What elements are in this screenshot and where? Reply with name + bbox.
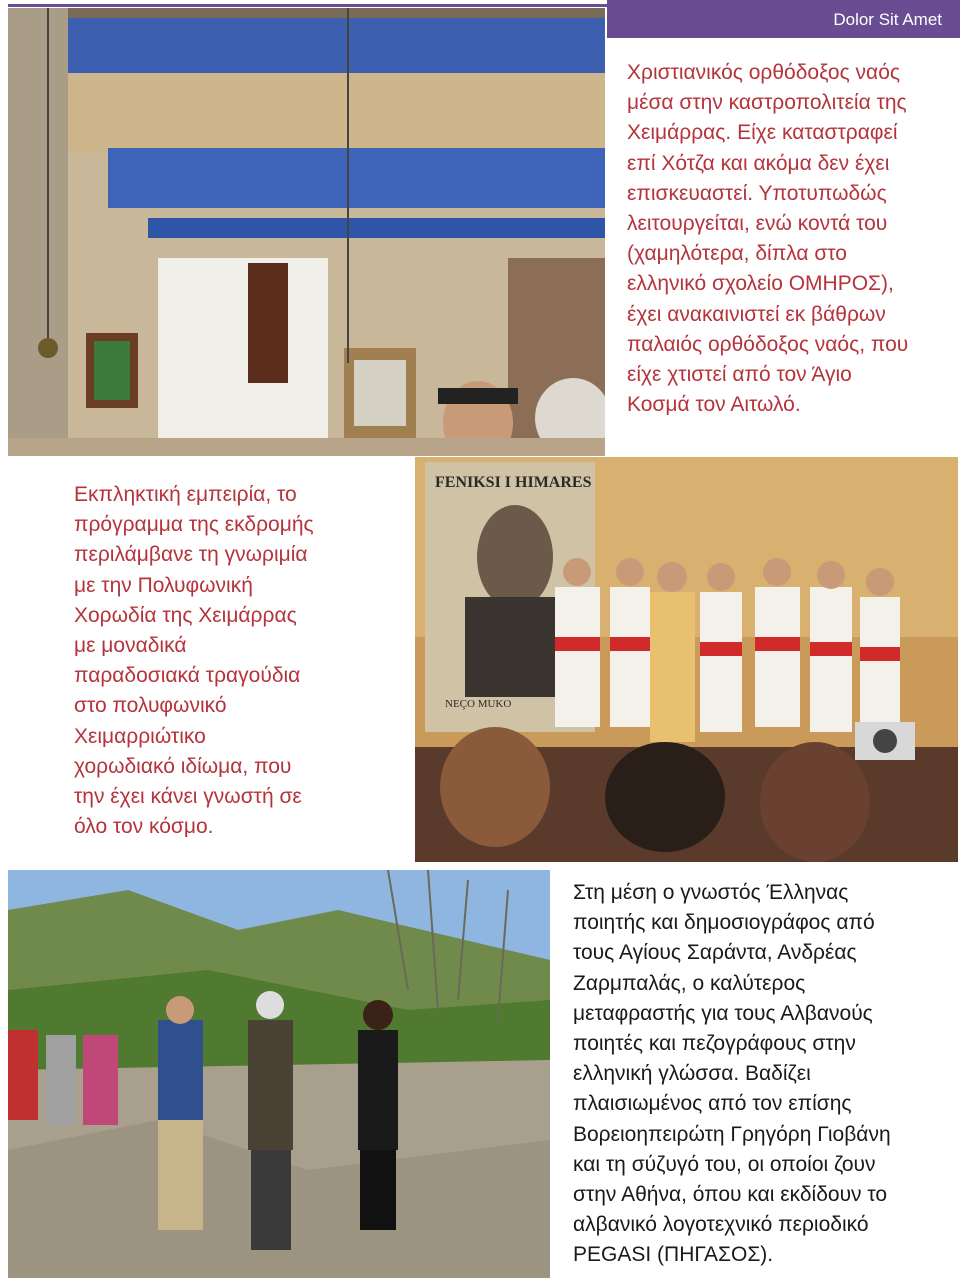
choir-caption (74, 480, 404, 842)
caption-line: έχει ανακαινιστεί εκ βάθρων (627, 302, 886, 326)
caption-line: μεταφραστής για τους Αλβανούς (573, 1001, 873, 1025)
church-caption (627, 58, 947, 420)
caption-line: PEGASI (ΠΗΓΑΣΟΣ). (573, 1243, 774, 1267)
caption-line: αλβανικό λογοτεχνικό περιοδικό (573, 1213, 869, 1237)
caption-line: παραδοσιακά τραγούδια (74, 664, 301, 688)
caption-line: (χαμηλότερα, δίπλα στο (627, 242, 847, 266)
caption-line: Χειμαρριώτικο (74, 724, 206, 748)
caption-line: πλαισιωμένος από τον επίσης (573, 1092, 852, 1116)
banner-subtitle: NEÇO MUKO (445, 698, 512, 710)
caption-line: ελληνική γλώσσα. Βαδίζει (573, 1062, 811, 1086)
header-title: Dolor Sit Amet (833, 10, 942, 29)
header-bar (607, 0, 960, 38)
caption-line: ποιητές και πεζογράφους στην (573, 1032, 856, 1056)
caption-line: την έχει κάνει γνωστή σε (74, 785, 302, 809)
caption-line: πρόγραμμα της εκδρομής (74, 513, 314, 537)
caption-line: μέσα στην καστροπολιτεία της (627, 91, 907, 115)
caption-line: Χριστιανικός ορθόδοξος ναός (627, 61, 900, 84)
caption-line: λειτουργείται, ενώ κοντά του (627, 212, 888, 236)
caption-line: επί Χότζα και ακόμα δεν έχει (627, 151, 890, 175)
caption-line: με την Πολυφωνική (74, 573, 253, 597)
caption-line: όλο τον κόσμο. (74, 815, 214, 839)
church-interior-photo (8, 8, 605, 456)
caption-line: τους Αγίους Σαράντα, Ανδρέας (573, 941, 857, 965)
caption-line: Βορειοηπειρώτη Γρηγόρη Γιοβάνη (573, 1122, 891, 1146)
caption-line: με μοναδικά (74, 634, 187, 658)
caption-line: Χορωδία της Χειμάρρας (74, 603, 297, 627)
caption-line: Κοσμά τον Αιτωλό. (627, 393, 801, 417)
walking-group-photo (8, 870, 550, 1278)
caption-line: Ζαρμπαλάς, ο καλύτερος (573, 971, 806, 995)
caption-line: και τη σύζυγό του, οι οποίοι ζουν (573, 1152, 876, 1176)
caption-line: Εκπληκτική εμπειρία, το (74, 483, 297, 506)
banner-title: FENIKSI I HIMARES (435, 474, 592, 491)
caption-line: ελληνικό σχολείο ΟΜΗΡΟΣ), (627, 272, 894, 296)
caption-line: Στη μέση ο γνωστός Έλληνας (573, 881, 849, 904)
choir-photo (415, 457, 958, 862)
caption-line: είχε χτιστεί από τον Άγιο (627, 363, 852, 387)
caption-line: παλαιός ορθόδοξος ναός, που (627, 332, 909, 356)
caption-line: στο πολυφωνικό (74, 694, 227, 718)
caption-line: χορωδιακό ιδίωμα, που (74, 754, 292, 778)
poet-caption (573, 878, 953, 1271)
caption-line: στην Αθήνα, όπου και εκδίδουν το (573, 1183, 888, 1207)
caption-line: περιλάμβανε τη γνωριμία (74, 543, 308, 567)
caption-line: ποιητής και δημοσιογράφος από (573, 911, 875, 935)
caption-line: επισκευαστεί. Υποτυπωδώς (627, 181, 887, 205)
caption-line: Χειμάρρας. Είχε καταστραφεί (627, 121, 898, 145)
